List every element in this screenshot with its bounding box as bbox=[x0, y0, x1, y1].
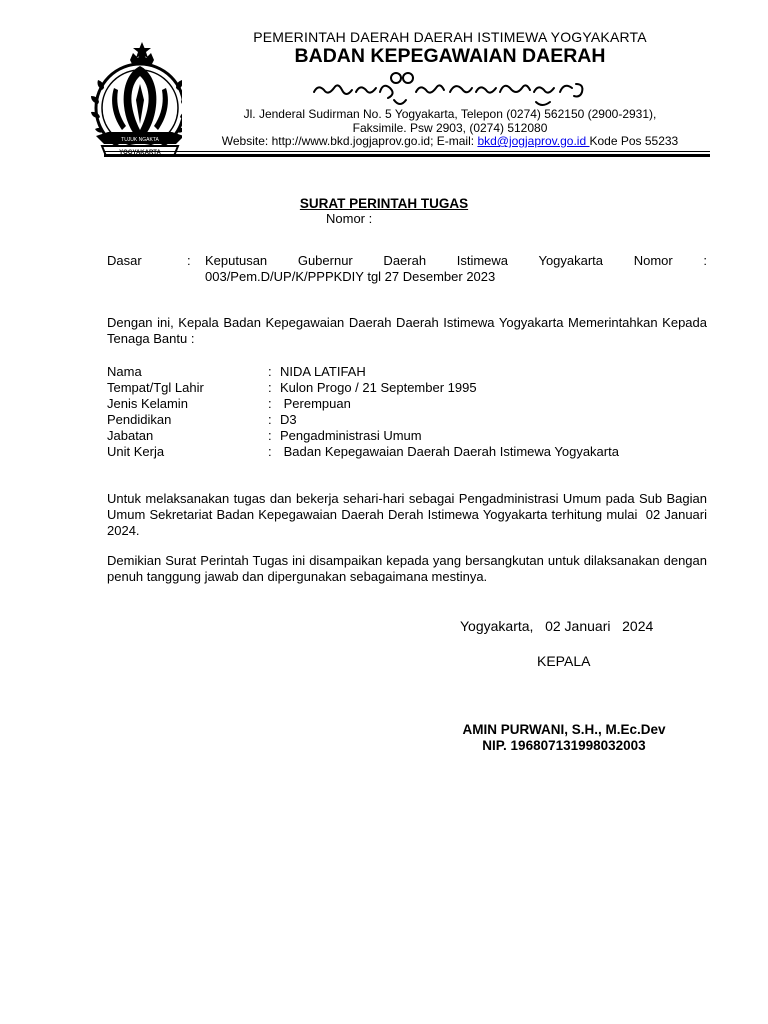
detail-row-name bbox=[107, 364, 707, 380]
detail-value: Kulon Progo / 21 September 1995 bbox=[280, 380, 477, 395]
signature-position: KEPALA bbox=[537, 653, 591, 669]
javanese-script-icon bbox=[304, 66, 594, 110]
detail-colon: : bbox=[268, 396, 272, 411]
closing-paragraph: Demikian Surat Perintah Tugas ini disampaikan kepada yang bersangkutan untuk dilaksanakan dengan penuh tanggung jawab dan dipergunakan sebagaimana mestinya. bbox=[107, 553, 707, 584]
letter-title bbox=[230, 196, 538, 211]
detail-label: Unit Kerja bbox=[107, 444, 165, 459]
logo-caption: YOGYAKARTA bbox=[119, 150, 161, 156]
detail-value: Badan Kepegawaian Daerah Daerah Istimewa Yogyakarta bbox=[280, 444, 619, 459]
signatory-nip: NIP. 196807131998032003 bbox=[482, 738, 646, 753]
detail-colon: : bbox=[268, 380, 272, 395]
email-link[interactable]: bkd@jogjaprov.go.id bbox=[477, 134, 590, 148]
intro-paragraph: Dengan ini, Kepala Badan Kepegawaian Daerah Daerah Istimewa Yogyakarta Memerintahkan Kepada Tenaga Bantu : bbox=[107, 315, 707, 346]
basis-label: Dasar bbox=[107, 253, 142, 268]
basis-colon: : bbox=[187, 253, 191, 268]
detail-value: Pengadministrasi Umum bbox=[280, 428, 422, 443]
signatory-name: AMIN PURWANI, S.H., M.Ec.Dev bbox=[462, 722, 666, 737]
signature-place-date: Yogyakarta, 02 Januari 2024 bbox=[460, 618, 654, 634]
detail-row-position bbox=[107, 428, 707, 444]
letter-number: Nomor : bbox=[326, 211, 373, 226]
detail-value: D3 bbox=[280, 412, 297, 427]
postal-code: Kode Pos 55233 bbox=[589, 134, 679, 148]
personnel-details bbox=[107, 364, 707, 460]
website-text: Website: http://www.bkd.jogjaprov.go.id; E-mail: bbox=[221, 134, 478, 148]
detail-label: Nama bbox=[107, 364, 142, 379]
detail-row-education bbox=[107, 412, 707, 428]
letterhead-divider-thin bbox=[104, 151, 710, 152]
detail-row-birth bbox=[107, 380, 707, 396]
detail-value: Perempuan bbox=[280, 396, 351, 411]
contact-line bbox=[200, 135, 700, 149]
basis-text: Keputusan Gubernur Daerah Istimewa Yogyakarta Nomor : 003/Pem.D/UP/K/PPPKDIY tgl 27 Desember 2023 bbox=[205, 253, 707, 284]
detail-row-unit bbox=[107, 444, 707, 460]
detail-label: Pendidikan bbox=[107, 412, 172, 427]
agency-name: BADAN KEPEGAWAIAN DAERAH bbox=[294, 45, 606, 67]
detail-row-gender bbox=[107, 396, 707, 412]
detail-label: Tempat/Tgl Lahir bbox=[107, 380, 204, 395]
detail-label: Jenis Kelamin bbox=[107, 396, 188, 411]
logo-ribbon-text: TUJUK NGAKTA bbox=[121, 137, 159, 143]
agency-address bbox=[200, 108, 700, 149]
address-line-2: Faksimile. Psw 2903, (0274) 512080 bbox=[352, 120, 548, 135]
address-line-1: Jl. Jenderal Sudirman No. 5 Yogyakarta, Telepon (0274) 562150 (2900-2931), bbox=[243, 107, 657, 121]
detail-colon: : bbox=[268, 364, 272, 379]
coat-of-arms-icon bbox=[88, 40, 182, 160]
detail-value: NIDA LATIFAH bbox=[280, 364, 366, 379]
detail-colon: : bbox=[268, 412, 272, 427]
detail-colon: : bbox=[268, 444, 272, 459]
letter-title-text: SURAT PERINTAH TUGAS bbox=[299, 196, 469, 211]
letterhead-divider-thick bbox=[104, 154, 710, 157]
instruction-paragraph: Untuk melaksanakan tugas dan bekerja sehari-hari sebagai Pengadministrasi Umum pada Sub Bagian Umum Sekretariat Badan Kepegawaian Daerah Derah Istimewa Yogyakarta terhitung mulai 02 Januari 2024. bbox=[107, 491, 711, 538]
detail-label: Jabatan bbox=[107, 428, 154, 443]
government-name: PEMERINTAH DAERAH DAERAH ISTIMEWA YOGYAKARTA bbox=[253, 29, 647, 45]
detail-colon: : bbox=[268, 428, 272, 443]
